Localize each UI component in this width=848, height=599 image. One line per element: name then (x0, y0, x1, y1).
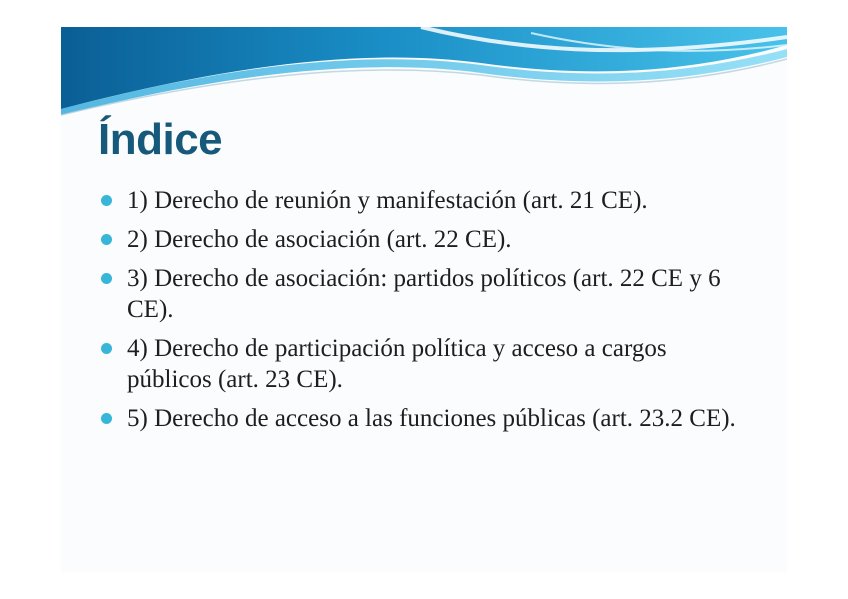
list-item (99, 263, 749, 325)
bullet-dot-icon (101, 413, 112, 424)
header-wave-decoration (61, 27, 787, 117)
list-item (99, 333, 749, 395)
bullet-dot-icon (101, 343, 112, 354)
index-list (99, 185, 749, 442)
list-item-text: 1) Derecho de reunión y manifestación (art. 21 CE). (127, 187, 648, 214)
list-item-text: 4) Derecho de participación política y acceso a cargos públicos (art. 23 CE). (127, 335, 667, 393)
list-item-text: 5) Derecho de acceso a las funciones públicas (art. 23.2 CE). (127, 405, 736, 432)
bullet-dot-icon (101, 195, 112, 206)
list-item (99, 224, 749, 255)
bullet-dot-icon (101, 273, 112, 284)
list-item-text: 2) Derecho de asociación (art. 22 CE). (127, 226, 512, 253)
list-item (99, 185, 749, 216)
list-item-text: 3) Derecho de asociación: partidos políticos (art. 22 CE y 6 CE). (127, 265, 721, 323)
slide (61, 27, 787, 572)
slide-title: Índice (98, 115, 223, 164)
list-item (99, 403, 749, 434)
bullet-dot-icon (101, 234, 112, 245)
